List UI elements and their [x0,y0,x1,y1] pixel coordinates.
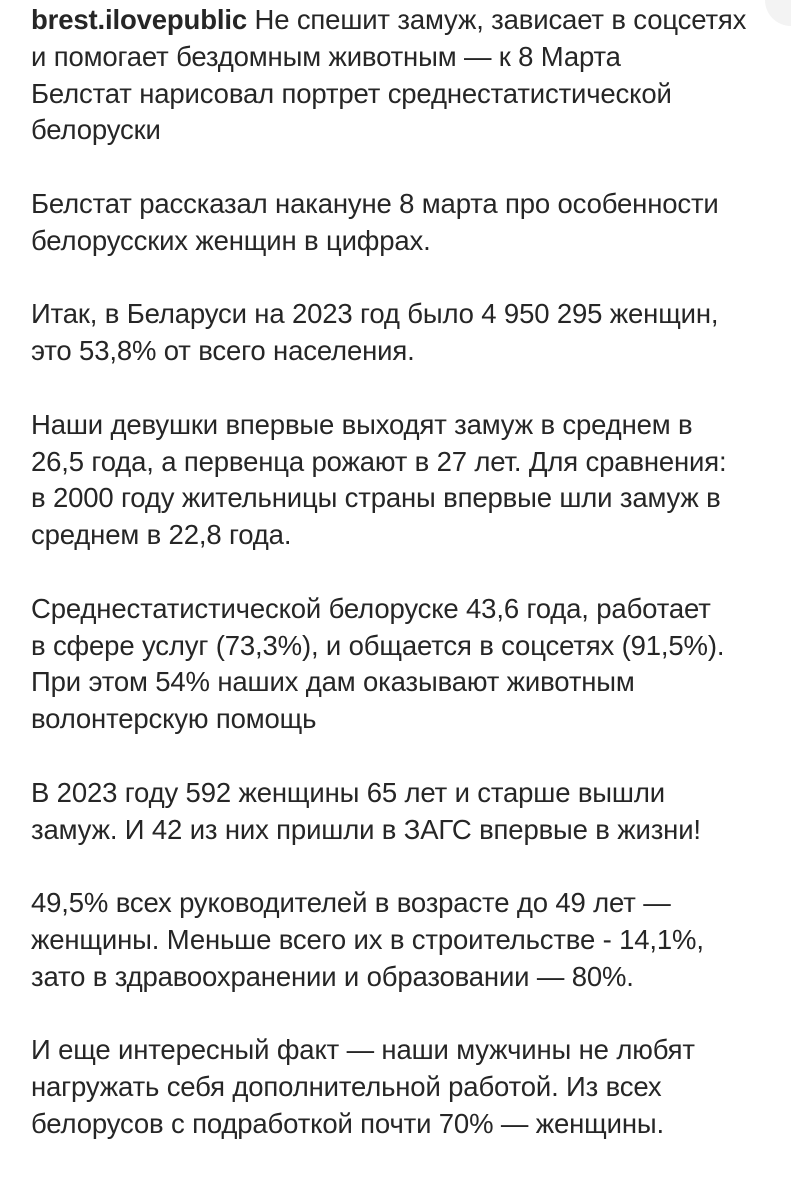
caption-paragraph-5: В 2023 году 592 женщины 65 лет и старше вышли замуж. И 42 из них пришли в ЗАГС впервые в жизни! [31,776,701,845]
caption-paragraph-4: Среднестатистической белоруске 43,6 года, работает в сфере услуг (73,3%), и общается в соцсетях (91,5%). При этом 54% наших дам оказывают животным волонтерскую помощь [31,592,725,735]
caption-paragraph-3: Наши девушки впервые выходят замуж в среднем в 26,5 года, а первенца рожают в 27 лет. Для сравнения: в 2000 году жительницы страны впервые шли замуж в среднем в 22,8 года. [31,408,727,551]
caption-paragraph-7: И еще интересный факт — наши мужчины не любят нагружать себя дополнительной работой. Из всех белорусов с подработкой почти 70% — женщины. [31,1034,695,1139]
post-caption [31,2,771,1143]
caption-paragraph-6: 49,5% всех руководителей в возрасте до 49 лет — женщины. Меньше всего их в строительстве - 14,1%, зато в здравоохранении и образовании — 80%. [31,887,704,992]
post-title: Не спешит замуж, зависает в соцсетях и помогает бездомным животным — к 8 Марта Белстат нарисовал портрет среднестатистической белоруски [31,4,747,146]
caption-header [31,2,771,149]
caption-paragraph-1: Белстат рассказал накануне 8 марта про особенности белорусских женщин в цифрах. [31,187,719,256]
caption-paragraph-2: Итак, в Беларуси на 2023 год было 4 950 295 женщин, это 53,8% от всего населения. [31,298,719,367]
username-link[interactable]: brest.ilovepublic [31,4,247,35]
